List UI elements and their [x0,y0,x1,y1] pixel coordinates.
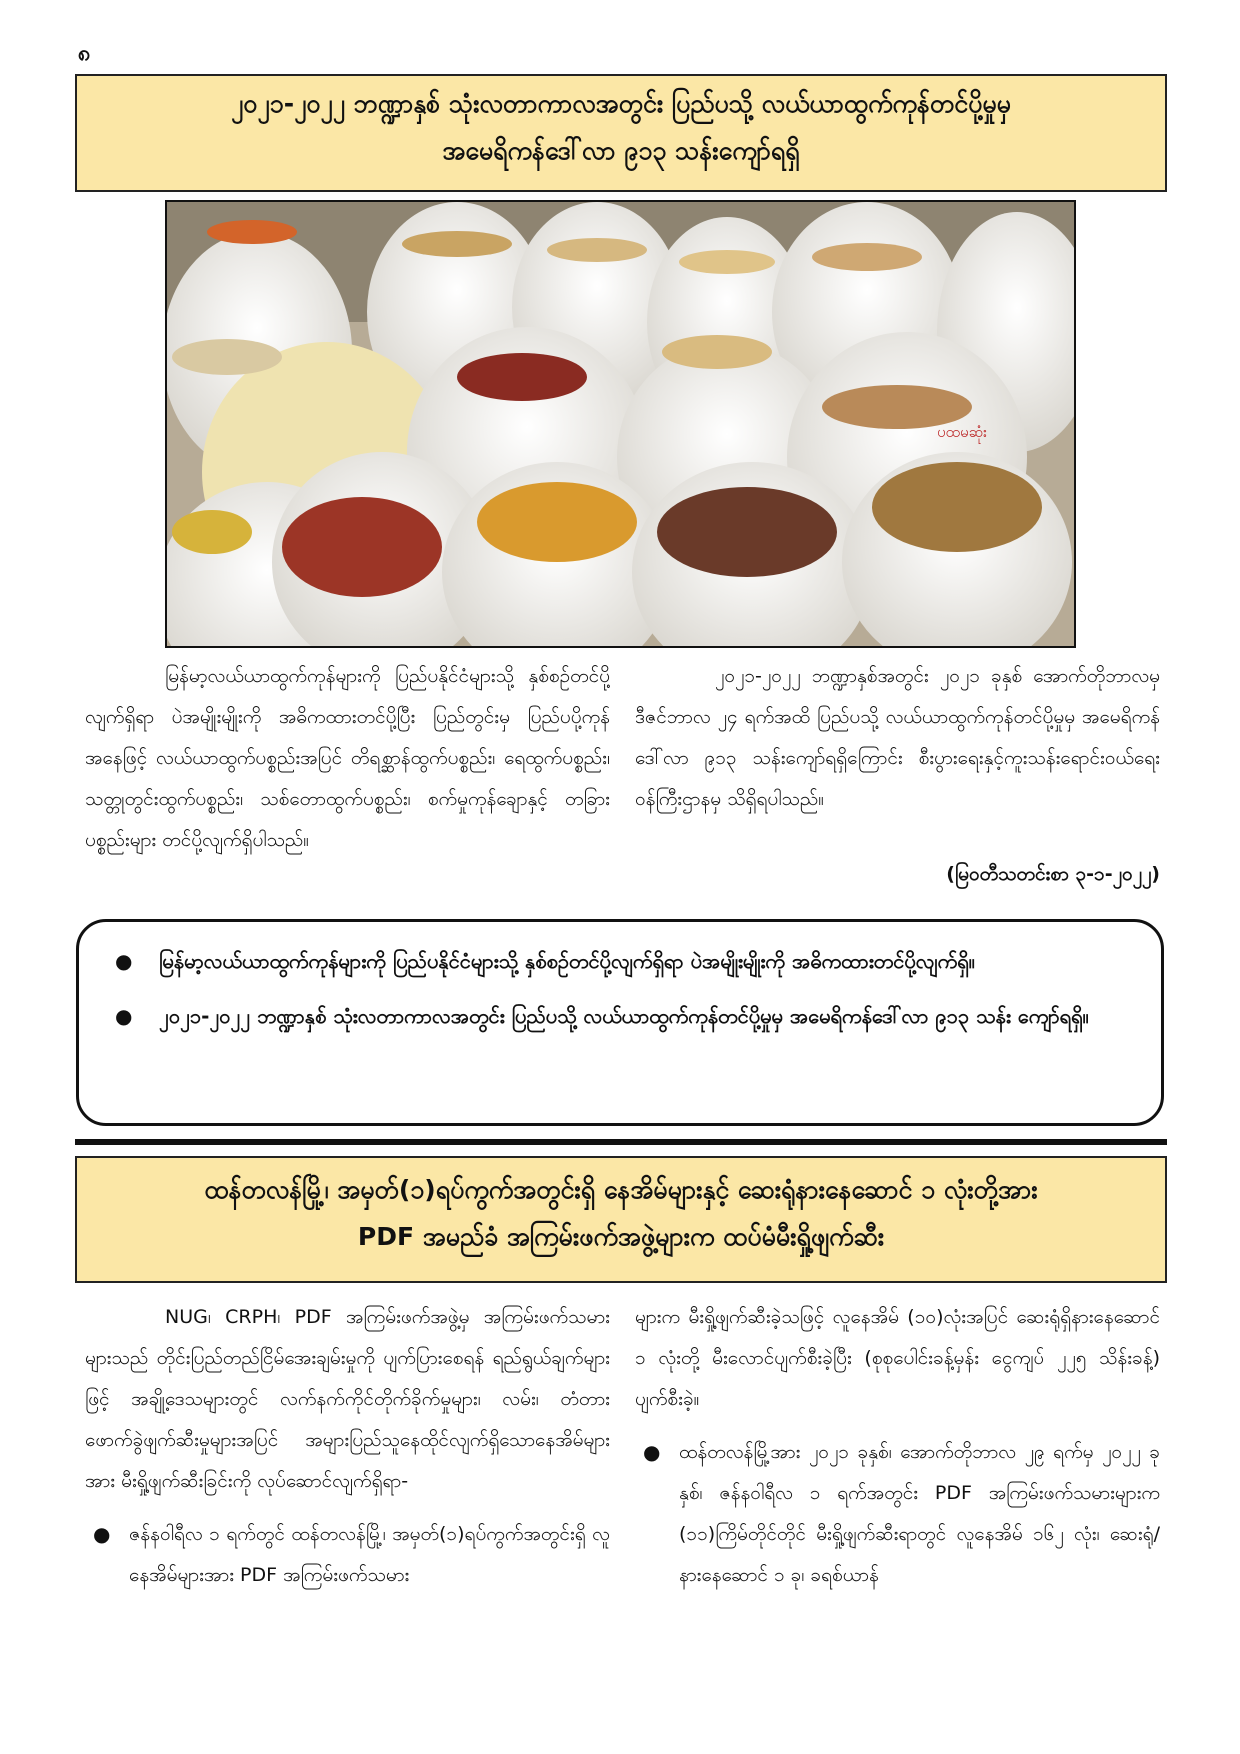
article2-left-bullet [85,1514,610,1596]
article1-left-column [85,656,610,861]
summary-box [76,919,1164,1126]
article1-headline-line2: အမေရိကန်ဒေါ်လာ ၉၁၃ သန်းကျော်ရရှိ [442,136,800,165]
article2-right-paragraph: များက မီးရှို့ဖျက်ဆီးခဲ့သဖြင့် လူနေအိမ် (၁၀)လုံးအပြင် ဆေးရုံရှိနားနေဆောင် ၁ လုံးတို့ မီးလောင်ပျက်စီးခဲ့ပြီး (စုစုပေါင်းခန့်မှန်း ငွေကျပ် ၂၂၅ သိန်းခန့်) ပျက်စီးခဲ့။ [635,1306,1160,1410]
article2-headline [75,1156,1167,1283]
sack-label: ပထမဆုံး [937,423,987,441]
article2-left-paragraph: NUG၊ CRPH၊ PDF အကြမ်းဖက်အဖွဲ့မှ အကြမ်းဖက်သမားများသည် တိုင်းပြည်တည်ငြိမ်အေးချမ်းမှုကို ပျက်ပြားစေရန် ရည်ရွယ်ချက်များဖြင့် အချို့ဒေသများတွင် လက်နက်ကိုင်တိုက်ခိုက်မှုများ၊ လမ်း၊ တံတား ဖောက်ခွဲဖျက်ဆီးမှုများအပြင် အများပြည်သူနေထိုင်လျက်ရှိသောနေအိမ်များအား မီးရှို့ဖျက်ဆီးခြင်းကို လုပ်ဆောင်လျက်ရှိရာ- [85,1306,610,1492]
page-number: ၈ [78,41,91,66]
article1-headline-line1: ၂၀၂၁-၂၀၂၂ ဘဏ္ဍာနှစ် သုံးလတာကာလအတွင်း ပြည်ပသို့ လယ်ယာထွက်ကုန်တင်ပို့မှုမှ [231,89,1011,118]
bullet-icon: ● [115,1004,133,1028]
article2-left-bullet-text: ဇန်နဝါရီလ ၁ ရက်တွင် ထန်တလန်မြို့၊ အမှတ်(၁)ရပ်ကွက်အတွင်းရှိ လူနေအိမ်များအား PDF အကြမ်းဖက်သမား [129,1523,610,1586]
article2-headline-line1: ထန်တလန်မြို့၊ အမှတ်(၁)ရပ်ကွက်အတွင်းရှိ နေအိမ်များနှင့် ဆေးရုံနားနေဆောင် ၁ လုံးတို့အား [204,1175,1038,1204]
article2-right-bullet-text: ထန်တလန်မြို့အား ၂၀၂၁ ခုနှစ်၊ အောက်တိုဘာလ ၂၉ ရက်မှ ၂၀၂၂ ခုနှစ်၊ ဇန်နဝါရီလ ၁ ရက်အတွင်း PDF အကြမ်းဖက်သမားများက (၁၁)ကြိမ်တိုင်တိုင် မီးရှို့ဖျက်ဆီးရာတွင် လူနေအိမ် ၁၆၂ လုံး၊ ဆေးရုံ/နားနေဆောင် ၁ ခု၊ ခရစ်ယာန် [679,1441,1160,1586]
section-divider [75,1139,1167,1145]
summary-bullet [109,995,1135,1038]
article1-right-column [635,656,1160,820]
bullet-icon: ● [643,1440,661,1464]
summary-bullet [109,940,1135,983]
summary-bullet-text: ၂၀၂၁-၂၀၂၂ ဘဏ္ဍာနှစ် သုံးလတာကာလအတွင်း ပြည်ပသို့ လယ်ယာထွက်ကုန်တင်ပို့မှုမှ အမေရိကန်ဒေါ်လာ ၉၁၃ သန်း ကျော်ရရှိ။ [159,1004,1089,1028]
article2-left-column [85,1297,610,1596]
article1-headline [75,74,1167,192]
article2-right-column [635,1297,1160,1596]
article2-headline-line2: PDF အမည်ခံ အကြမ်းဖက်အဖွဲ့များက ထပ်မံမီးရှို့ဖျက်ဆီး [357,1222,885,1251]
summary-bullet-text: မြန်မာ့လယ်ယာထွက်ကုန်များကို ပြည်ပနိုင်ငံများသို့ နှစ်စဉ်တင်ပို့လျက်ရှိရာ ပဲအမျိုးမျိုးကို အဓိကထားတင်ပို့လျက်ရှိ။ [159,949,975,973]
article1-left-paragraph: မြန်မာ့လယ်ယာထွက်ကုန်များကို ပြည်ပနိုင်ငံများသို့ နှစ်စဉ်တင်ပို့လျက်ရှိရာ ပဲအမျိုးမျိုးကို အဓိကထားတင်ပို့ပြီး ပြည်တွင်းမှ ပြည်ပပို့ကုန်အနေဖြင့် လယ်ယာထွက်ပစ္စည်းအပြင် တိရစ္ဆာန်ထွက်ပစ္စည်း၊ ရေထွက်ပစ္စည်း၊ သတ္တုတွင်းထွက်ပစ္စည်း၊ သစ်တောထွက်ပစ္စည်း၊ စက်မှုကုန်ချောနှင့် တခြားပစ္စည်းများ တင်ပို့လျက်ရှိပါသည်။ [85,665,610,851]
article1-source: (မြဝတီသတင်းစာ ၃-၁-၂၀၂၂) [946,863,1160,885]
grain-sacks-photo [165,200,1076,648]
article2-right-bullet [635,1432,1160,1596]
article1-right-paragraph: ၂၀၂၁-၂၀၂၂ ဘဏ္ဍာနှစ်အတွင်း ၂၀၂၁ ခုနှစ် အောက်တိုဘာလမှ ဒီဇင်ဘာလ ၂၄ ရက်အထိ ပြည်ပသို့ လယ်ယာထွက်ကုန်တင်ပို့မှုမှ အမေရိကန်ဒေါ်လာ ၉၁၃ သန်းကျော်ရရှိကြောင်း စီးပွားရေးနှင့်ကူးသန်းရောင်းဝယ်ရေးဝန်ကြီးဌာနမှ သိရှိရပါသည်။ [635,665,1160,810]
bullet-icon: ● [93,1522,111,1546]
bullet-icon: ● [115,949,133,973]
